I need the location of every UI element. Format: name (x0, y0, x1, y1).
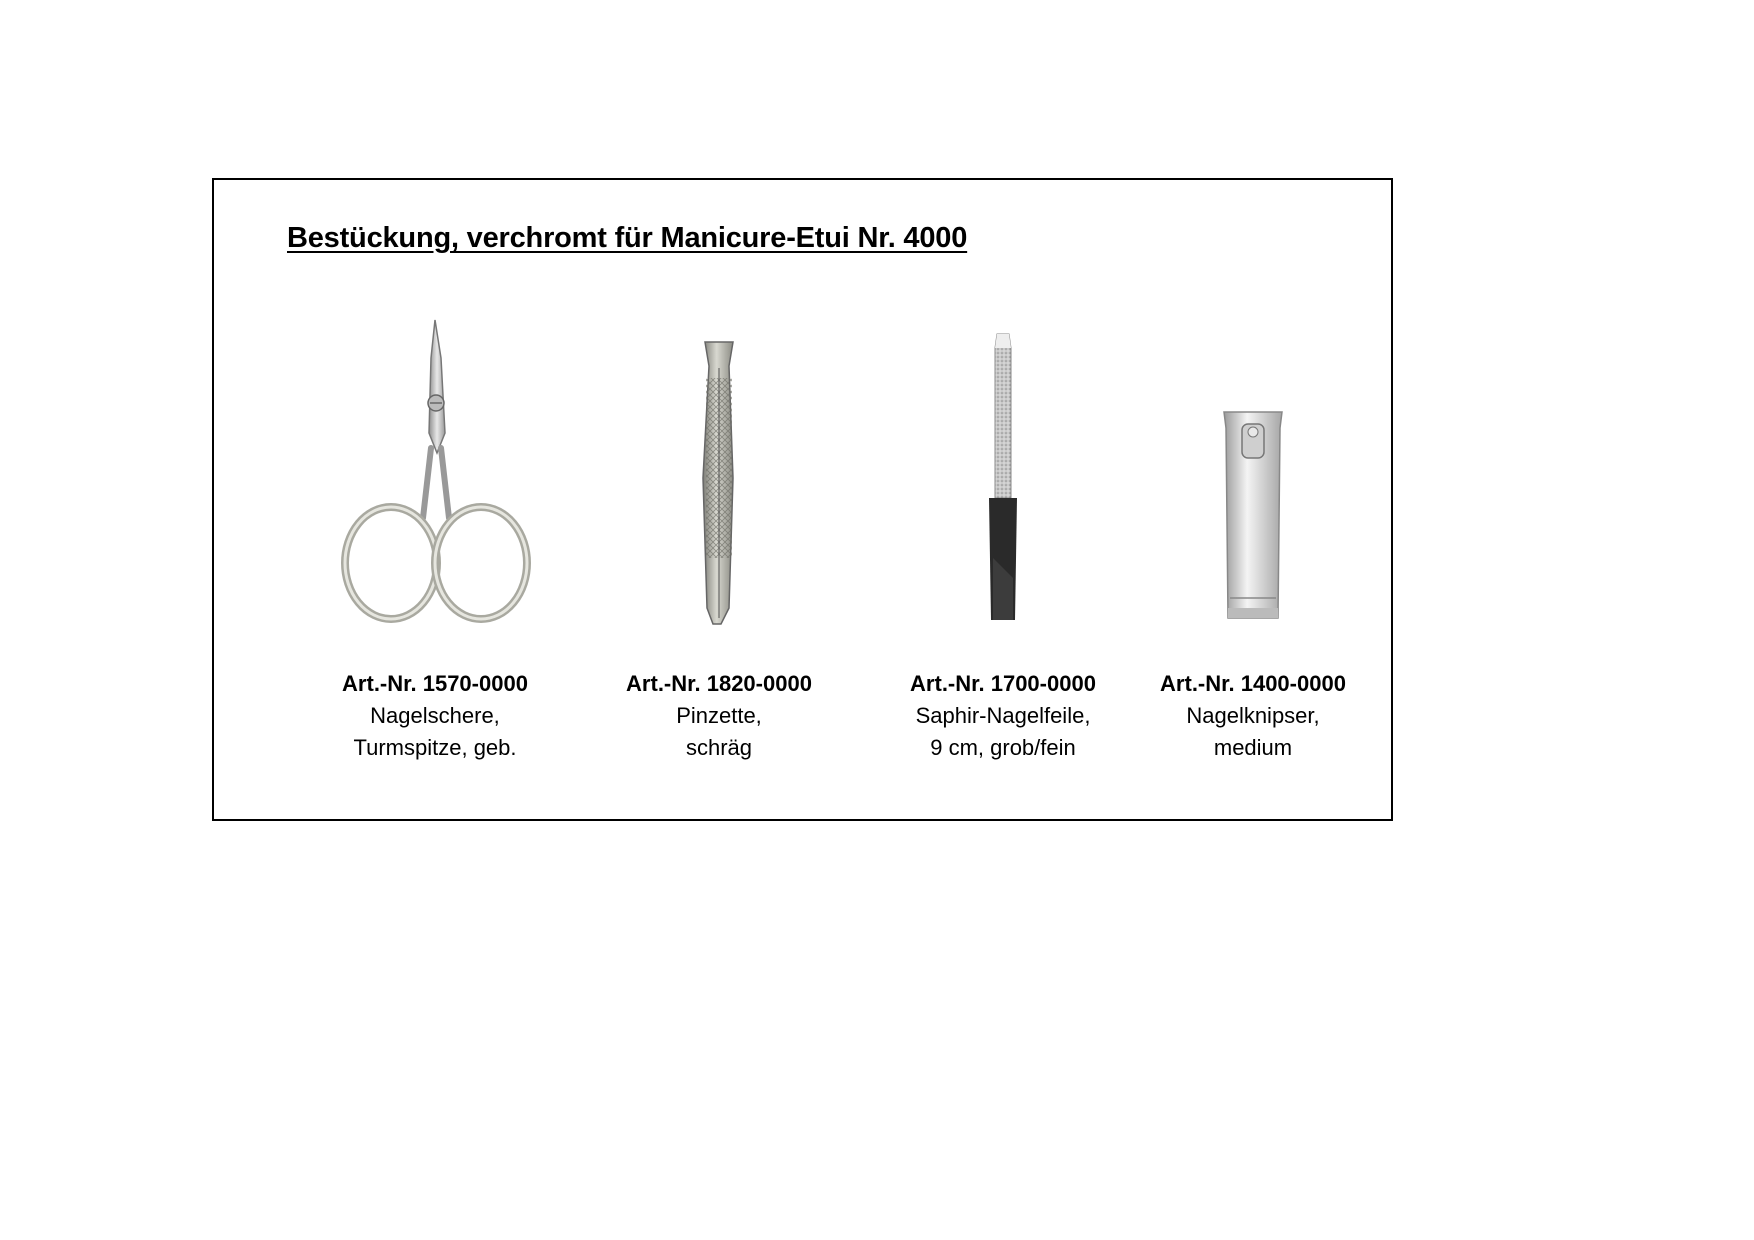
product-item-nail-clipper (1128, 328, 1378, 764)
nail-scissors-image (310, 328, 560, 628)
product-item-nail-file (878, 328, 1128, 764)
nail-clipper-image (1128, 328, 1378, 628)
page-title: Bestückung, verchromt für Manicure-Etui Nr. 4000 (287, 222, 968, 254)
product-description-line2: Turmspitze, geb. (353, 735, 517, 760)
product-description-line1: Nagelschere, (370, 703, 500, 728)
product-item-tweezers (594, 328, 844, 764)
product-item-scissors (310, 328, 560, 764)
nail-file-image (878, 328, 1128, 628)
product-description-line1: Nagelknipser, (1186, 703, 1320, 728)
product-description-line2: medium (1213, 735, 1293, 760)
product-description-line1: Saphir-Nagelfeile, (915, 703, 1091, 728)
tweezers-image (594, 328, 844, 628)
article-number: Art.-Nr. 1400-0000 (1160, 671, 1346, 696)
product-description-line1: Pinzette, (676, 703, 762, 728)
article-number: Art.-Nr. 1820-0000 (626, 671, 812, 696)
article-number: Art.-Nr. 1570-0000 (342, 671, 528, 696)
article-number: Art.-Nr. 1700-0000 (910, 671, 1096, 696)
product-description-line2: schräg (685, 735, 753, 760)
product-box (212, 178, 1393, 821)
product-description-line2: 9 cm, grob/fein (930, 735, 1076, 760)
